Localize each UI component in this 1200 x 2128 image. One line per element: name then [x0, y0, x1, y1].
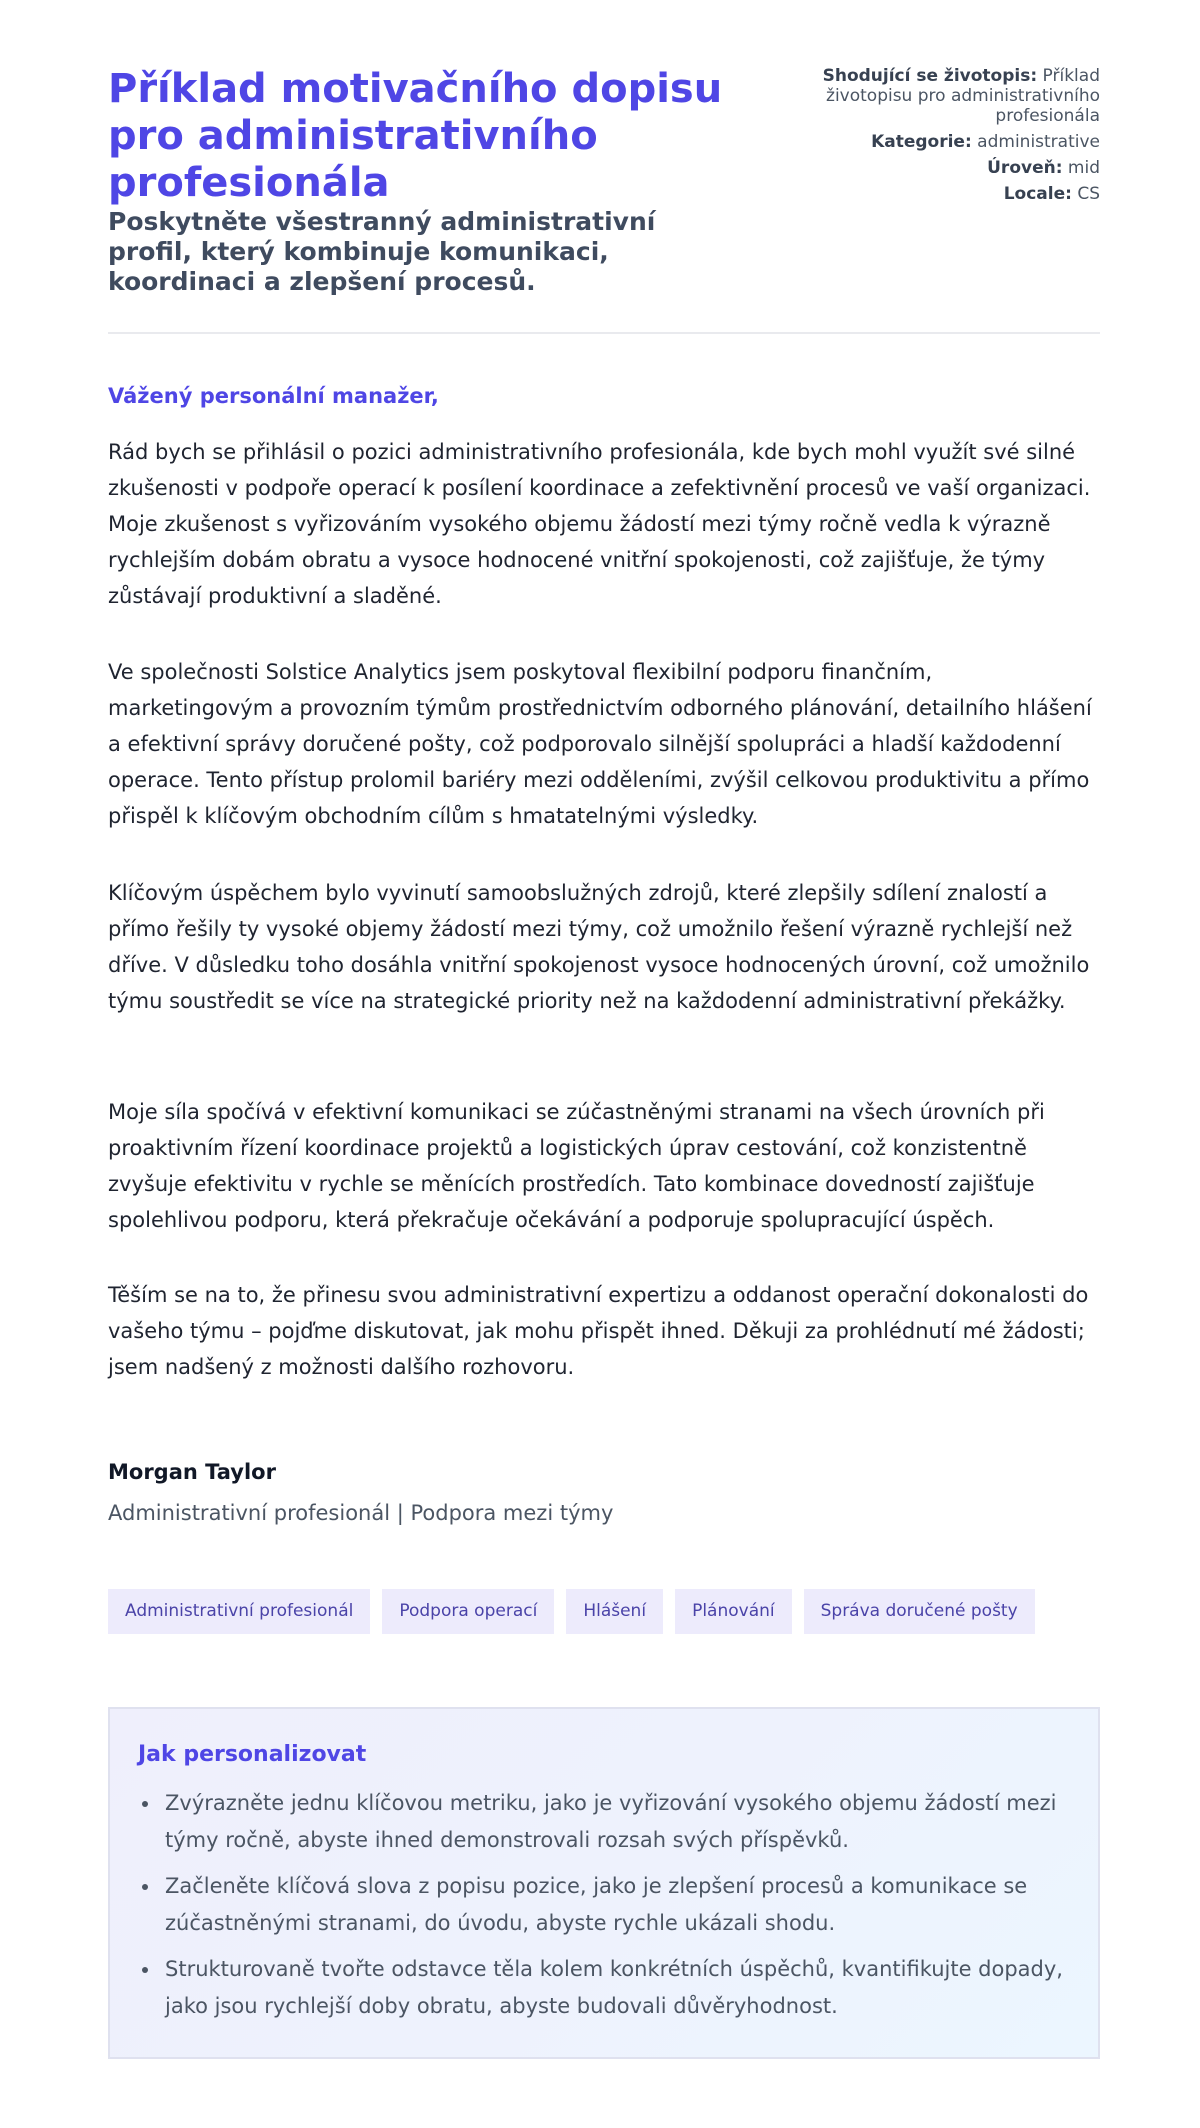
tip-item [138, 1951, 1070, 2025]
personalization-tips [108, 1707, 1100, 2059]
letter-greeting: Vážený personální manažer, [108, 384, 439, 408]
tag-chip: Plánování [675, 1589, 792, 1634]
letter-paragraph: Rád bych se přihlásil o pozici administrativního profesionála, kde bych mohl využít své silné zkušenosti v podpoře operací k posílení koordinace a zefektivnění procesů ve vaší organizaci. Moje zkušenost s vyřizováním vysokého objemu žádostí mezi týmy ročně vedla k výrazně rychlejším dobám obratu a vysoce hodnocené vnitřní spokojenosti, což zajišťuje, že týmy zůstávají produktivní a sladěné. [108, 440, 1091, 608]
title-block [108, 66, 748, 297]
tip-text: Strukturovaně tvořte odstavce těla kolem konkrétních úspěchů, kvantifikujte dopady, jako jsou rychlejší doby obratu, abyste budovali důvěryhodnost. [165, 1957, 1063, 2018]
page-subtitle: Poskytněte všestranný administrativní profil, který kombinuje komunikaci, koordinaci a zlepšení procesů. [108, 207, 656, 296]
meta-value: administrative [977, 132, 1100, 152]
tag-chip: Podpora operací [382, 1589, 554, 1634]
meta-locale [800, 184, 1100, 204]
letter-paragraph: Klíčovým úspěchem bylo vyvinutí samoobslužných zdrojů, které zlepšily sdílení znalostí a přímo řešily ty vysoké objemy žádostí mezi týmy, což umožnilo řešení výrazně rychlejší než dříve. V důsledku toho dosáhla vnitřní spokojenost vysoce hodnocených úrovní, což umožnilo týmu soustředit se více na strategické priority než na každodenní administrativní překážky. [108, 881, 1090, 1013]
tag-list [108, 1589, 1035, 1634]
meta-label: Shodující se životopis: [822, 66, 1038, 86]
tag-chip: Administrativní profesionál [108, 1589, 370, 1634]
meta-label: Úroveň: [987, 158, 1063, 178]
meta-label: Locale: [1003, 184, 1072, 204]
meta-category [800, 132, 1100, 152]
meta-info [800, 66, 1100, 210]
tips-title: Jak personalizovat [138, 1742, 367, 1767]
bullet-icon [142, 1801, 148, 1807]
tip-item [138, 1868, 1070, 1942]
tip-item [138, 1785, 1070, 1859]
tips-list [138, 1785, 1070, 2025]
signature-name: Morgan Taylor [108, 1460, 276, 1484]
letter-paragraph: Těším se na to, že přinesu svou administrativní expertizu a oddanost operační dokonalosti do vašeho týmu – pojďme diskutovat, jak mohu přispět ihned. Děkuji za prohlédnutí mé žádosti; jsem nadšený z možnosti dalšího rozhovoru. [108, 1283, 1089, 1379]
meta-level [800, 158, 1100, 178]
tag-chip: Hlášení [566, 1589, 663, 1634]
page-header [108, 0, 1100, 334]
letter-paragraph: Moje síla spočívá v efektivní komunikaci se zúčastněnými stranami na všech úrovních při proaktivním řízení koordinace projektů a logistických úprav cestování, což konzistentně zvyšuje efektivitu v rychle se měnících prostředích. Tato kombinace dovedností zajišťuje spolehlivou podporu, která překračuje očekávání a podporuje spolupracující úspěch. [108, 1100, 1045, 1232]
letter-paragraph: Ve společnosti Solstice Analytics jsem poskytoval flexibilní podporu finančním, marketingovým a provozním týmům prostřednictvím odborného plánování, detailního hlášení a efektivní správy doručené pošty, což podporovalo silnější spolupráci a hladší každodenní operace. Tento přístup prolomil bariéry mezi odděleními, zvýšil celkovou produktivitu a přímo přispěl k klíčovým obchodním cílům s hmatatelnými výsledky. [108, 660, 1092, 828]
tag-chip: Správa doručené pošty [804, 1589, 1035, 1634]
meta-label: Kategorie: [871, 132, 972, 152]
meta-value: Příklad životopisu pro administrativního profesionála [826, 66, 1100, 126]
page-title: Příklad motivačního dopisu pro administrativního profesionála [108, 66, 723, 206]
meta-value: CS [1077, 184, 1100, 204]
cover-letter-page [108, 0, 1100, 2018]
tip-text: Začleněte klíčová slova z popisu pozice, jako je zlepšení procesů a komunikace se zúčastněnými stranami, do úvodu, abyste rychle ukázali shodu. [165, 1874, 1028, 1935]
bullet-icon [142, 1967, 148, 1973]
meta-matching-resume [800, 66, 1100, 126]
signature-role: Administrativní profesionál | Podpora mezi týmy [108, 1501, 614, 1525]
bullet-icon [142, 1884, 148, 1890]
tip-text: Zvýrazněte jednu klíčovou metriku, jako je vyřizování vysokého objemu žádostí mezi týmy ročně, abyste ihned demonstrovali rozsah svých příspěvků. [165, 1791, 1057, 1852]
meta-value: mid [1067, 158, 1100, 178]
